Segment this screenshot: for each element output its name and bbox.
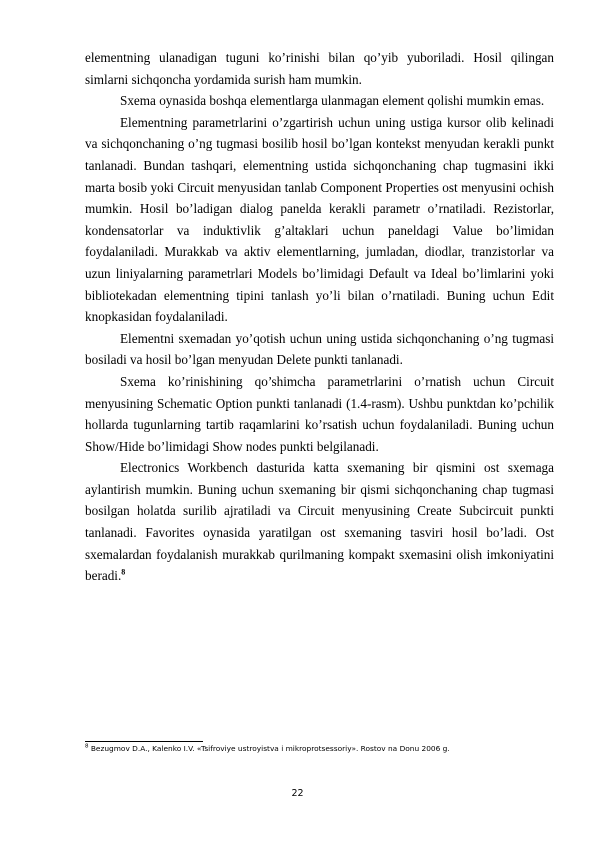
paragraph-6 xyxy=(85,457,554,587)
paragraph-2: Sxema oynasida boshqa elementlarga ulanmagan element qolishi mumkin emas. xyxy=(120,93,545,109)
footnote-reference[interactable]: 8 xyxy=(121,567,126,577)
paragraph-3: Elementning parametrlarini o’zgartirish uchun uning ustiga kursor olib kelinadi va sichqonchaning o’ng tugmasi bosilib hosil bo’lgan kontekst menyudan kerakli punkt tanlanadi. Bundan tashqari, elementning ustida sichqonchaning chap tugmasini ikki marta bosib yoki Circuit menyusidan tanlab Component Properties ost menyusini ochish mumkin. Hosil bo’ladigan dialog panelda kerakli parametr o’rnatiladi. Rezistorlar, kondensatorlar va induktivlik g’altaklari uchun paneldagi Value bo’limidan foydalaniladi. Murakkab va aktiv elementlarning, jumladan, diodlar, tranzistorlar va uzun liniyalarning parametrlari Models bo’limidagi Default va Ideal bo’limlarini yoki bibliotekadan elementning tipini tanlash yo’li bilan o’rnatiladi. Buning uchun Edit knopkasidan foydalaniladi. xyxy=(85,114,554,325)
page-number: 22 xyxy=(291,788,304,799)
paragraph-5: Sxema ko’rinishining qo’shimcha parametrlarini o’rnatish uchun Circuit menyusining Schematic Option punkti tanlanadi (1.4-rasm). Ushbu punktdan ko’pchilik hollarda tugunlarning tartib raqamlarini ko’rsatish uchun foydalaniladi. Buning uchun Show/Hide bo’limidagi Show nodes punkti belgilanadi. xyxy=(85,373,554,454)
paragraph-4: Elementni sxemadan yo’qotish uchun uning ustida sichqonchaning o’ng tugmasi bosiladi va hosil bo’lgan menyudan Delete punkti tanlanadi. xyxy=(85,330,554,368)
paragraph-1: elementning ulanadigan tuguni ko’rinishi bilan qo’yib yuboriladi. Hosil qilingan simlarni sichqoncha yordamida surish ham mumkin. xyxy=(85,50,554,87)
footnote-separator xyxy=(85,741,203,742)
footnote-mark: 8 xyxy=(85,743,89,750)
paragraph-6-text: Electronics Workbench dasturida katta sxemaning bir qismini ost sxemaga aylantirish mumkin. Buning uchun sxemaning bir qismi sichqonchaning chap tugmasi bosilgan holatda surilib ajratiladi va Circuit menyusining Create Subcircuit punkti tanlanadi. Favorites oynasida yaratilgan ost sxemaning tasviri hosil bo’ladi. Ost sxemalardan foydalanish murakkab qurilmaning kompakt sxemasini olish imkoniyatini beradi. xyxy=(85,460,554,584)
footnote xyxy=(85,744,554,754)
footnote-text: Bezugmov D.A., Kalenko I.V. «Tsifroviye ustroyistva i mikroprotsessoriy». Rostov na Donu 2006 g. xyxy=(88,744,450,753)
body-text xyxy=(85,47,554,587)
